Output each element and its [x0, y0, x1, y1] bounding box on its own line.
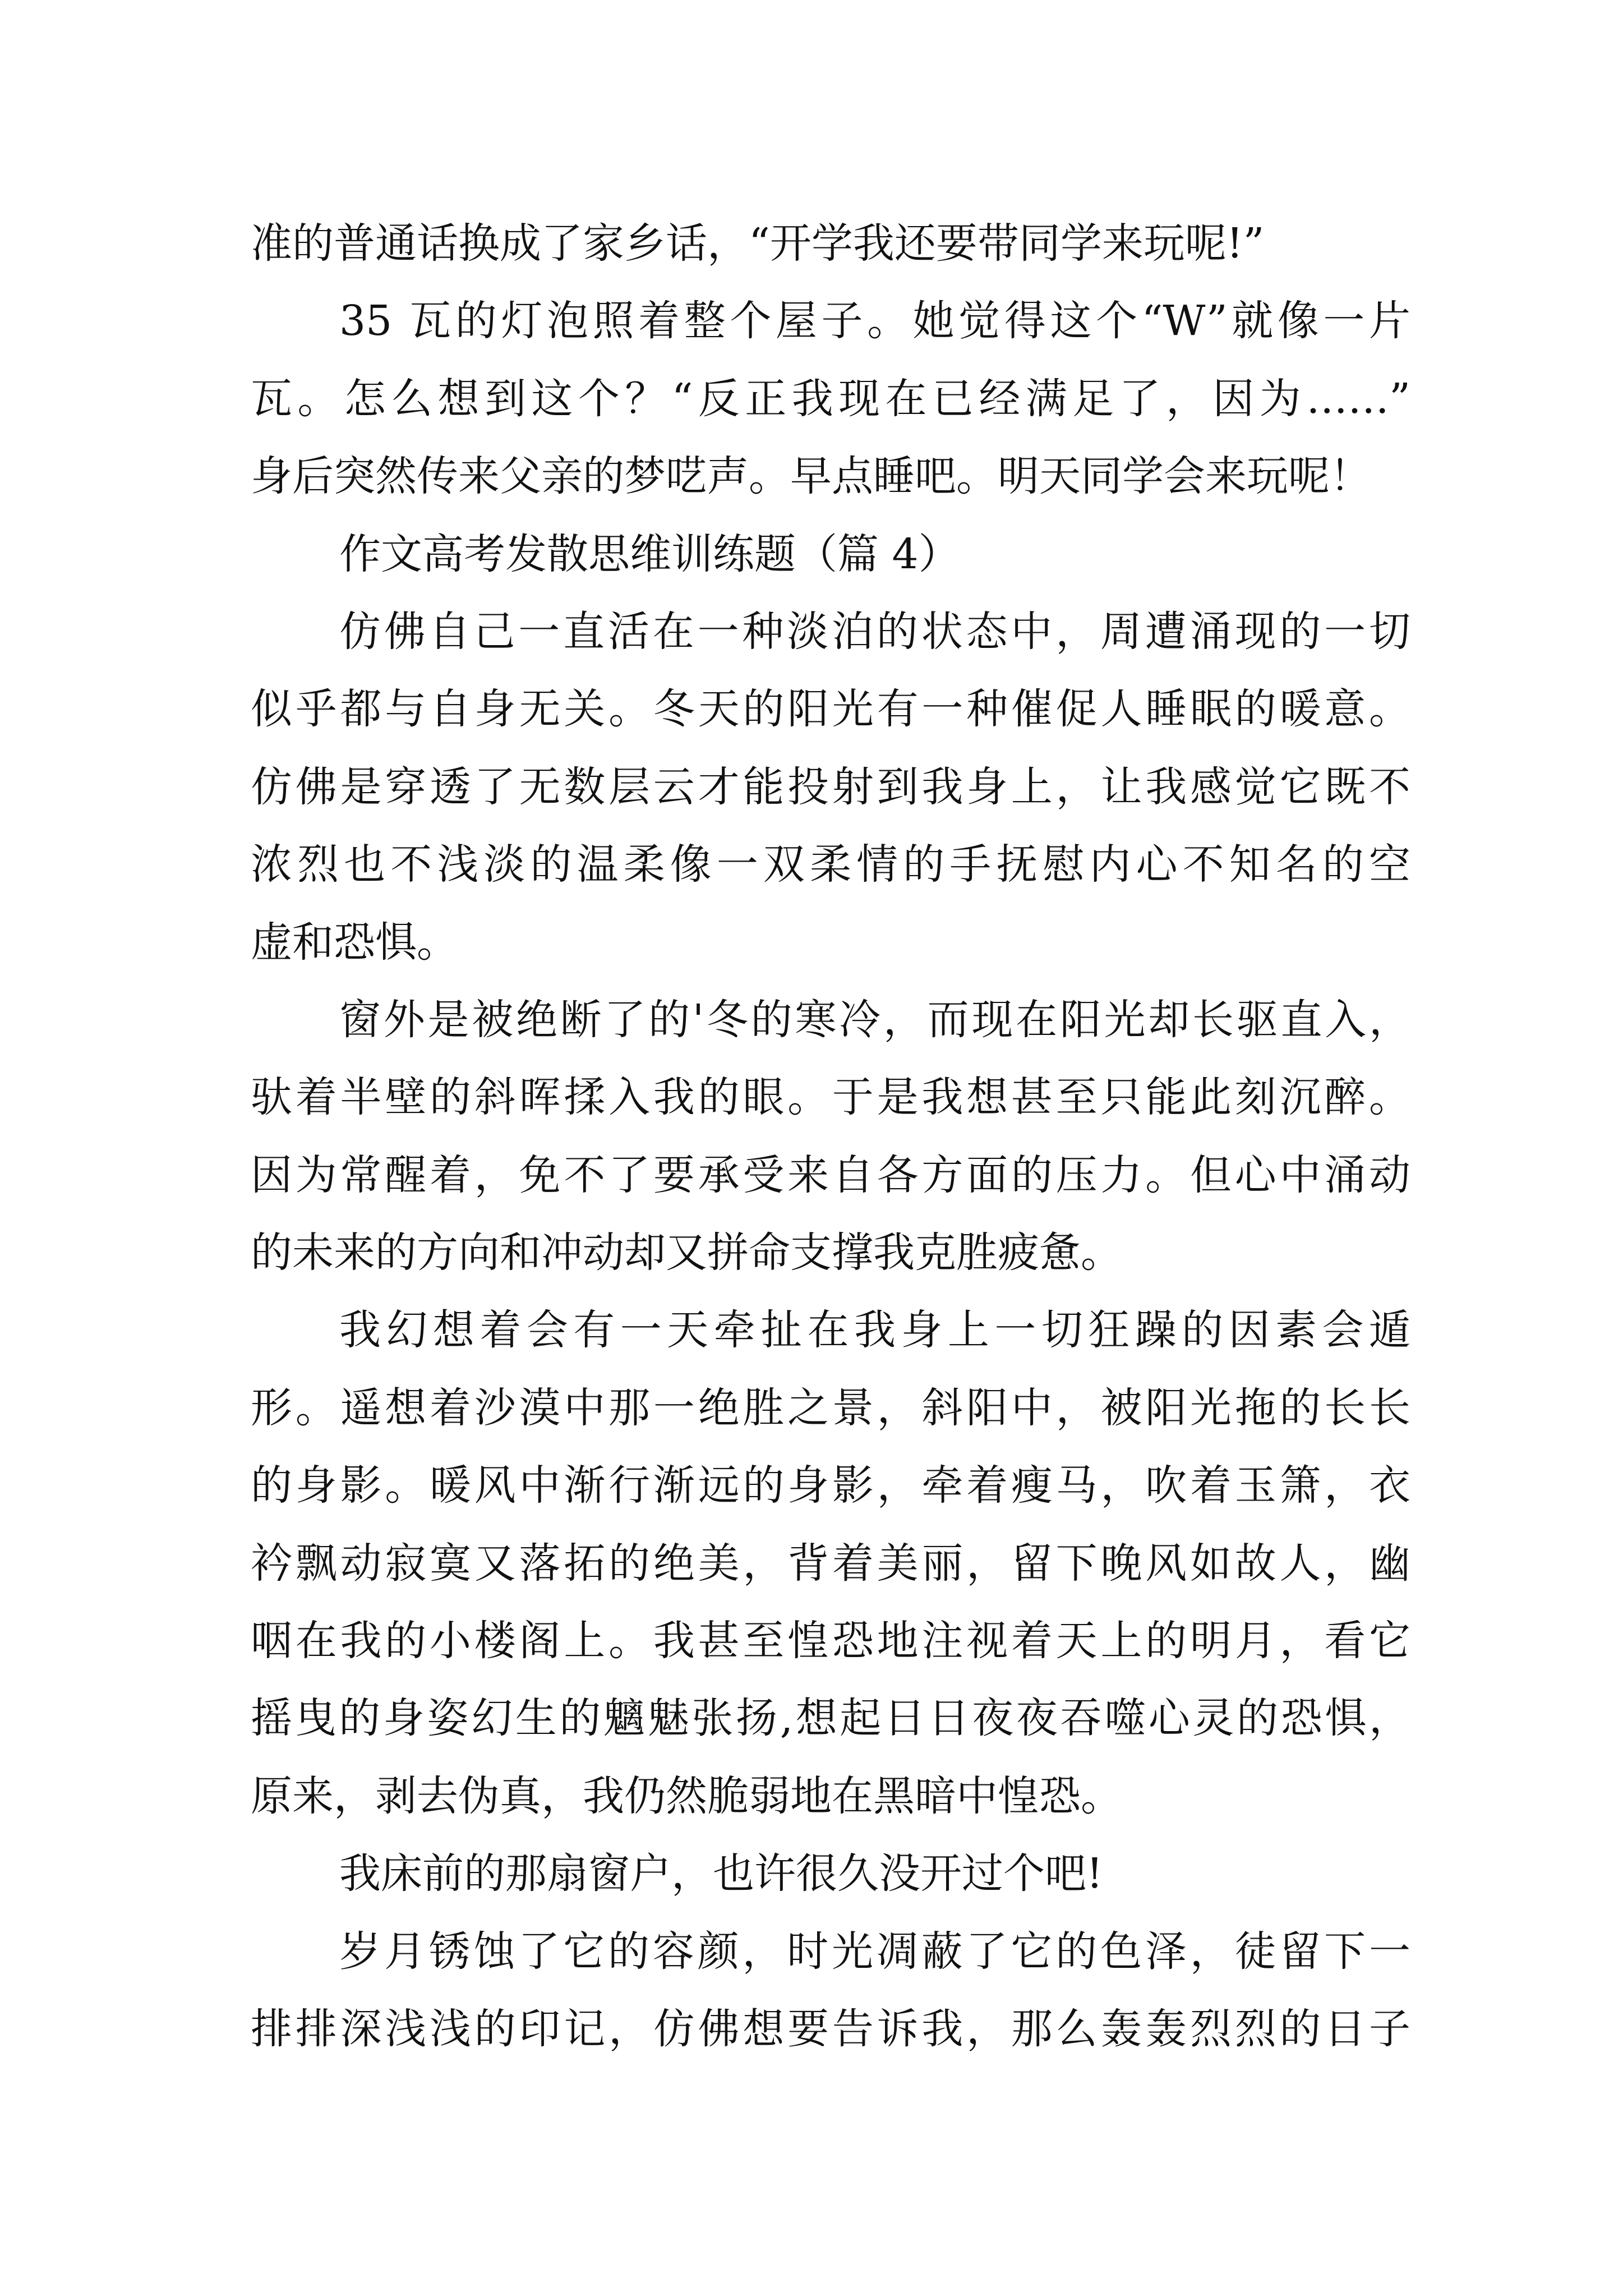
heading-line: 作文高考发散思维训练题（篇 4） — [339, 530, 960, 578]
text-line: 虚和恐惧。 — [251, 918, 458, 967]
text-line: 岁月锈蚀了它的容颜，时光凋蔽了它的色泽，徒留下一 — [339, 1927, 1410, 1976]
text-line: 的未来的方向和冲动却又拼命支撑我克胜疲惫。 — [251, 1228, 1122, 1277]
paragraph — [251, 1913, 1410, 2068]
text-line: 形。遥想着沙漠中那一绝胜之景，斜阳中，被阳光拖的长长 — [251, 1383, 1410, 1432]
text-line: 似乎都与自身无关。冬天的阳光有一种催促人睡眠的暖意。 — [251, 685, 1410, 734]
body-text — [251, 205, 1410, 2068]
text-line: 我幻想着会有一天牵扯在我身上一切狂躁的因素会遁 — [339, 1306, 1410, 1355]
paragraph — [251, 981, 1410, 1292]
text-line: 仿佛是穿透了无数层云才能投射到我身上，让我感觉它既不 — [251, 762, 1410, 811]
text-line: 35 瓦的灯泡照着整个屋子。她觉得这个“W”就像一片 — [339, 297, 1410, 346]
text-line: 身后突然传来父亲的梦呓声。早点睡吧。明天同学会来玩呢！ — [251, 452, 1371, 501]
paragraph — [251, 1835, 1410, 1912]
text-line: 的身影。暖风中渐行渐远的身影，牵着瘦马，吹着玉箫，衣 — [251, 1461, 1410, 1510]
paragraph — [251, 593, 1410, 981]
text-line: 咽在我的小楼阁上。我甚至惶恐地注视着天上的明月，看它 — [251, 1617, 1410, 1665]
text-line: 摇曳的身姿幻生的魑魅张扬,想起日日夜夜吞噬心灵的恐惧， — [251, 1694, 1410, 1743]
text-line: 衿飘动寂寞又落拓的绝美，背着美丽，留下晚风如故人，幽 — [251, 1539, 1410, 1588]
text-line: 仿佛自己一直活在一种淡泊的状态中，周遭涌现的一切 — [339, 607, 1410, 656]
text-line: 驮着半壁的斜晖揉入我的眼。于是我想甚至只能此刻沉醉。 — [251, 1073, 1410, 1122]
text-line: 我床前的那扇窗户，也许很久没开过个吧! — [339, 1849, 1103, 1898]
paragraph — [251, 1291, 1410, 1835]
text-line: 窗外是被绝断了的'冬的寒冷，而现在阳光却长驱直入， — [339, 995, 1410, 1044]
text-line: 浓烈也不浅淡的温柔像一双柔情的手抚慰内心不知名的空 — [251, 840, 1410, 889]
paragraph — [251, 282, 1410, 515]
text-line: 准的普通话换成了家乡话，“开学我还要带同学来玩呢!” — [251, 219, 1265, 268]
paragraph — [251, 205, 1410, 282]
text-line: 瓦。怎么想到这个？“反正我现在已经满足了，因为……” — [251, 374, 1410, 423]
text-line: 排排深浅浅的印记，仿佛想要告诉我，那么轰轰烈烈的日子 — [251, 2004, 1410, 2053]
text-line: 因为常醒着，免不了要承受来自各方面的压力。但心中涌动 — [251, 1151, 1410, 1199]
section-heading — [251, 516, 1410, 593]
text-line: 原来，剥去伪真，我仍然脆弱地在黑暗中惶恐。 — [251, 1772, 1122, 1820]
